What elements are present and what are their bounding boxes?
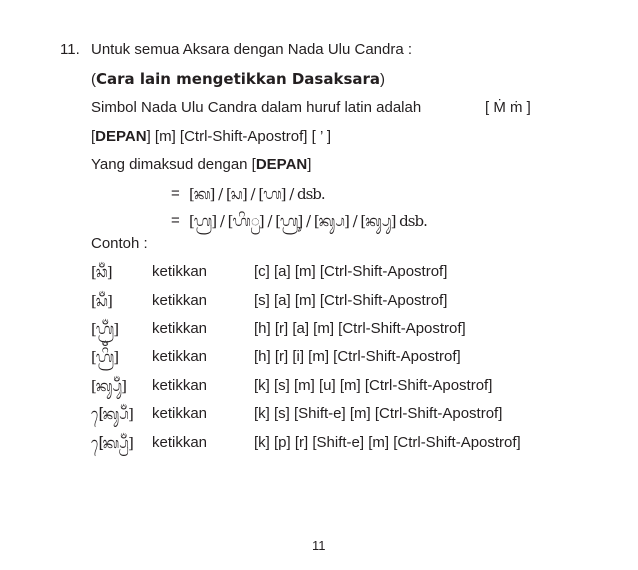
- script-glyph-list-2: [ᬳ᭄ᬭ] / [ᬳᬶ᭄ᬭ] / [ᬳ᭄ᬭᬸ] / [ᬓ᭄ᬲ] / [ᬓ᭄ᬲᬸ] dsb.: [189, 212, 427, 230]
- example-glyph: [91, 263, 112, 282]
- example-verb: ketikkan: [152, 263, 208, 280]
- equals-sign-2: =: [171, 212, 180, 229]
- example-keys: [k] [s] [Shift-e] [m] [Ctrl-Shift-Apostrof]: [254, 405, 503, 422]
- example-verb: ketikkan: [152, 348, 208, 365]
- example-keys: [h] [r] [a] [m] [Ctrl-Shift-Apostrof]: [254, 320, 466, 337]
- example-verb: ketikkan: [152, 405, 208, 422]
- depan-key-sequence: ] [m] [Ctrl-Shift-Apostrof] [ ’ ]: [146, 128, 332, 145]
- example-keys: [c] [a] [m] [Ctrl-Shift-Apostrof]: [254, 263, 448, 280]
- script-glyph: [ᬲᬁ]: [91, 292, 112, 310]
- depan-keys-line: [91, 128, 331, 146]
- example-glyph: [91, 292, 112, 311]
- meaning-word: DEPAN: [255, 156, 308, 173]
- script-glyph: [ᬳ᭄ᬭᬶᬁ]: [91, 348, 119, 366]
- example-verb: ketikkan: [152, 434, 208, 451]
- script-glyph-list-1: [ᬓ] / [ᬲ] / [ᬳ] / dsb.: [189, 185, 325, 203]
- depan-word: DEPAN: [95, 128, 147, 145]
- example-keys: [h] [r] [i] [m] [Ctrl-Shift-Apostrof]: [254, 348, 461, 365]
- example-keys: [s] [a] [m] [Ctrl-Shift-Apostrof]: [254, 292, 448, 309]
- alt-method-title: Cara lain mengetikkan Dasaksara: [96, 70, 381, 88]
- example-glyph: [91, 434, 133, 453]
- script-glyph: [ᬾᬓ᭄ᬧ᭄ᬭᬁ]: [91, 434, 133, 452]
- example-keys: [k] [s] [m] [u] [m] [Ctrl-Shift-Apostrof]: [254, 377, 493, 394]
- equals-line-1: [189, 185, 325, 204]
- example-glyph: [91, 348, 118, 367]
- example-glyph: [91, 405, 133, 424]
- meaning-line: [91, 156, 311, 174]
- example-glyph: [91, 377, 126, 396]
- meaning-suffix: ]: [307, 156, 312, 173]
- example-glyph: [91, 320, 118, 339]
- item-number: 11.: [60, 41, 80, 58]
- meaning-prefix: Yang dimaksud dengan [: [91, 156, 256, 173]
- script-glyph: [ᬘᬁ]: [91, 263, 112, 281]
- symbol-value: [ Ṁ ṁ ]: [485, 99, 531, 116]
- depan-open-bracket: [: [91, 128, 96, 145]
- alt-open-paren: (: [91, 71, 96, 88]
- equals-line-2: [189, 212, 427, 231]
- example-keys: [k] [p] [r] [Shift-e] [m] [Ctrl-Shift-Apostrof]: [254, 434, 521, 451]
- script-glyph: [ᬓ᭄ᬲᬸᬁ]: [91, 377, 126, 395]
- example-label: Contoh :: [91, 235, 148, 252]
- symbol-line: Simbol Nada Ulu Candra dalam huruf latin adalah: [91, 99, 422, 116]
- script-glyph: [ᬾᬓ᭄ᬲᬁ]: [91, 405, 133, 423]
- example-verb: ketikkan: [152, 292, 208, 309]
- script-glyph: [ᬳ᭄ᬭᬁ]: [91, 320, 119, 338]
- page-number: 11: [312, 538, 326, 553]
- alt-method-line: [91, 70, 385, 89]
- example-verb: ketikkan: [152, 320, 208, 337]
- alt-close-paren: ): [380, 71, 386, 88]
- item-heading: Untuk semua Aksara dengan Nada Ulu Candra :: [91, 41, 413, 58]
- equals-sign-1: =: [171, 185, 180, 202]
- example-verb: ketikkan: [152, 377, 208, 394]
